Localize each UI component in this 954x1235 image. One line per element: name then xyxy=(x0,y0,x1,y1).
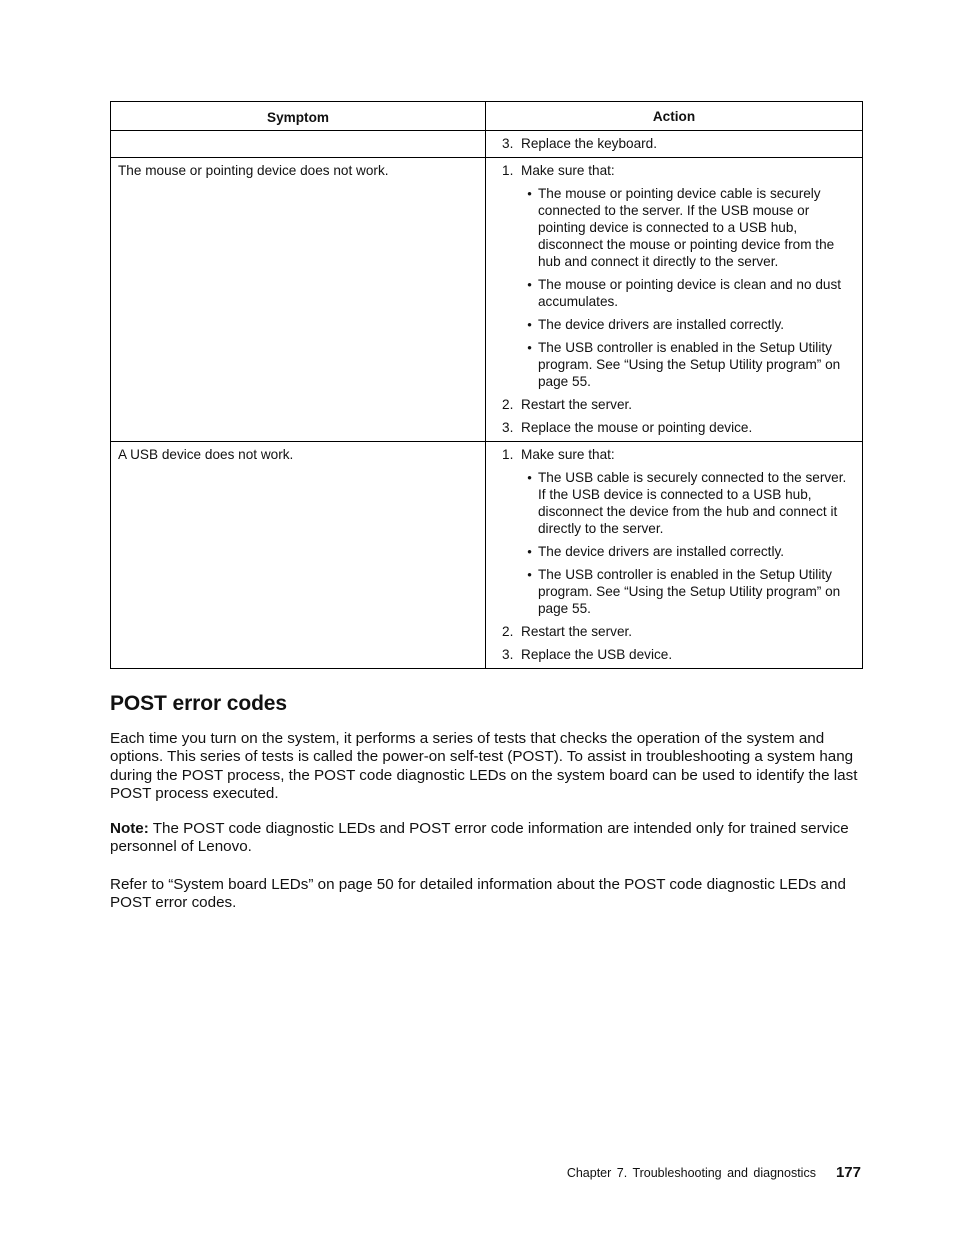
bullet-icon: • xyxy=(527,277,532,292)
list-item xyxy=(521,276,856,310)
bullet-icon: • xyxy=(527,544,532,559)
symptom-cell: A USB device does not work. xyxy=(111,442,486,669)
note-text: The POST code diagnostic LEDs and POST error code information are intended only for trained service personnel of Lenovo. xyxy=(110,820,849,856)
action-column-header: Action xyxy=(486,102,863,131)
reference-paragraph: Refer to “System board LEDs” on page 50 for detailed information about the POST code diagnostic LEDs and POST error codes. xyxy=(110,876,846,912)
bullet-icon: • xyxy=(527,340,532,355)
step-number: 3 . xyxy=(502,419,521,436)
action-cell xyxy=(486,131,863,158)
action-cell xyxy=(486,158,863,442)
step-text: Replace the keyboard. xyxy=(521,136,658,151)
step-text: Replace the USB device. xyxy=(521,647,673,662)
symptom-column-header: Symptom xyxy=(111,102,486,131)
note-paragraph xyxy=(110,820,860,857)
bullet-text: The USB controller is enabled in the Setup Utility program. See “Using the Setup Utility program” on page 55. xyxy=(538,567,841,616)
action-step xyxy=(502,446,856,463)
list-item xyxy=(521,566,856,617)
page-footer xyxy=(567,1164,861,1181)
bullet-icon: • xyxy=(527,470,532,485)
step-text: Make sure that: xyxy=(521,163,615,178)
list-item xyxy=(521,185,856,270)
list-item xyxy=(521,316,856,333)
table-row xyxy=(111,131,863,158)
symptom-cell: The mouse or pointing device does not work. xyxy=(111,158,486,442)
bullet-text: The mouse or pointing device cable is securely connected to the server. If the USB mouse or pointing device is connected to a USB hub, disconnect the mouse or pointing device from the hub and connect it directly to the server. xyxy=(538,186,835,269)
bullet-text: The USB cable is securely connected to the server. If the USB device is connected to a USB hub, disconnect the device from the hub and connect it directly to the server. xyxy=(538,470,847,536)
bullet-text: The device drivers are installed correctly. xyxy=(538,317,785,332)
bullet-list xyxy=(521,185,856,390)
step-number: 2 . xyxy=(502,396,521,413)
chapter-title: Chapter 7. Troubleshooting and diagnostics xyxy=(566,1166,816,1180)
action-step xyxy=(502,419,856,436)
table-row xyxy=(111,158,863,442)
action-step xyxy=(502,623,856,640)
table-header-row xyxy=(111,102,863,131)
troubleshooting-table xyxy=(110,101,863,669)
list-item xyxy=(521,339,856,390)
step-number: 2 . xyxy=(502,623,521,640)
page-number: 177 xyxy=(835,1164,861,1181)
step-number: 3 . xyxy=(502,135,521,152)
step-text: Make sure that: xyxy=(521,447,615,462)
symptom-cell xyxy=(111,131,486,158)
step-number: 1 . xyxy=(502,446,521,463)
section-heading: POST error codes xyxy=(110,692,287,715)
note-label: Note: xyxy=(110,820,149,837)
list-item xyxy=(521,469,856,537)
bullet-text: The USB controller is enabled in the Setup Utility program. See “Using the Setup Utility program” on page 55. xyxy=(538,340,841,389)
bullet-icon: • xyxy=(527,186,532,201)
action-step xyxy=(502,396,856,413)
bullet-list xyxy=(521,469,856,617)
action-step xyxy=(502,646,856,663)
intro-paragraph: Each time you turn on the system, it performs a series of tests that checks the operation of the system and options. This series of tests is called the power-on self-test (POST). To assist in troubleshooting a system hang during the POST process, the POST code diagnostic LEDs on the system board can be used to identify the last POST process executed. xyxy=(110,730,858,802)
table-row xyxy=(111,442,863,669)
step-number: 3 . xyxy=(502,646,521,663)
step-text: Restart the server. xyxy=(521,397,633,412)
step-number: 1 . xyxy=(502,162,521,179)
step-text: Restart the server. xyxy=(521,624,633,639)
list-item xyxy=(521,543,856,560)
bullet-text: The device drivers are installed correctly. xyxy=(538,544,785,559)
action-step xyxy=(502,162,856,179)
bullet-icon: • xyxy=(527,317,532,332)
bullet-icon: • xyxy=(527,567,532,582)
bullet-text: The mouse or pointing device is clean and no dust accumulates. xyxy=(538,277,842,309)
step-text: Replace the mouse or pointing device. xyxy=(521,420,753,435)
action-cell xyxy=(486,442,863,669)
action-step xyxy=(502,135,856,152)
